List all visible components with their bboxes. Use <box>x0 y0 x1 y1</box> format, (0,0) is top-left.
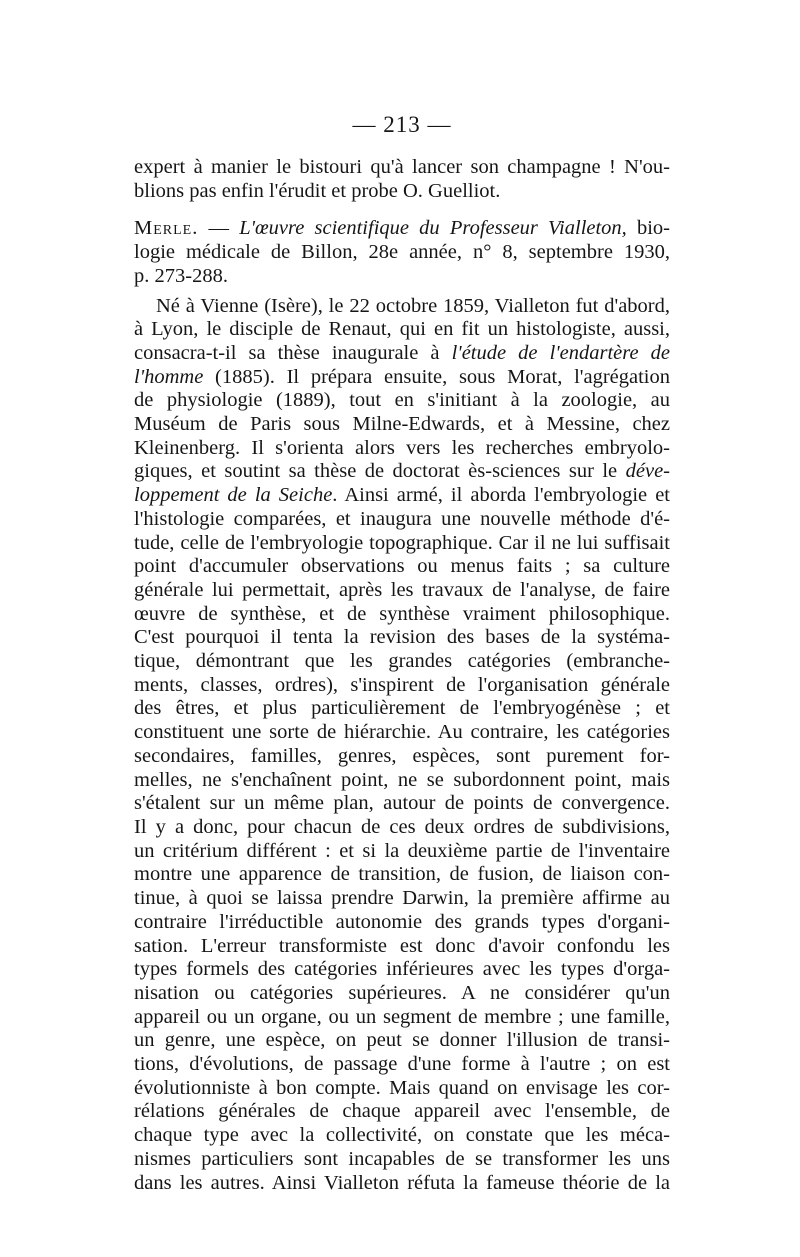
text-line: de physiologie (1889), tout en s'initiant à la zoologie, au <box>134 389 670 412</box>
text-line: chaque type avec la collectivité, on constate que les méca- <box>134 1124 670 1147</box>
text-line: des êtres, et plus particulièrement de l'embryogénèse ; et <box>134 697 670 720</box>
text-segment: giques, et soutint sa thèse de doctorat ès-sciences sur le <box>134 460 618 483</box>
italic-title: l'étude de l'endartère de <box>451 341 670 364</box>
paragraph-intro <box>134 156 670 203</box>
text-line: blions pas enfin l'érudit et probe O. Guelliot. <box>134 179 501 202</box>
text-line <box>134 484 670 508</box>
page-body <box>134 112 670 1195</box>
text-segment: (1885). Il prépara ensuite, sous Morat, l'agrégation <box>215 365 671 388</box>
italic-title: déve- <box>625 460 670 483</box>
text-line: s'étalent sur un même plan, autour de points de convergence. <box>134 792 670 815</box>
text-line: à Lyon, le disciple de Renaut, qui en fit un histologiste, aussi, <box>134 318 670 341</box>
text-line: évolutionniste à bon compte. Mais quand on envisage les cor- <box>134 1076 670 1099</box>
text-line: nismes particuliers sont incapables de se transformer les uns <box>134 1147 670 1170</box>
reference-text: bio- <box>626 217 670 240</box>
text-line: secondaires, familles, genres, espèces, sont purement for- <box>134 744 670 767</box>
text-line: tude, celle de l'embryologie topographique. Car il ne lui suffisait <box>134 531 670 554</box>
page-number: — 213 — <box>352 112 452 137</box>
text-line: contraire l'irréductible autonomie des grands types d'organi- <box>134 910 670 933</box>
text-line: Il y a donc, pour chacun de ces deux ordres de subdivisions, <box>134 815 670 838</box>
reference-dash: — <box>198 217 240 240</box>
reference-title: L'œuvre scientifique du Professeur Vialleton, <box>239 217 627 240</box>
italic-title: l'homme <box>134 365 204 388</box>
text-line: Kleinenberg. Il s'orienta alors vers les recherches embryolo- <box>134 436 670 459</box>
italic-title: loppement de la Seiche <box>134 484 333 507</box>
text-line: nisation ou catégories supérieures. A ne considérer qu'un <box>134 981 670 1004</box>
reference-line: p. 273-288. <box>134 264 228 287</box>
text-line: générale lui permettait, après les travaux de l'analyse, de faire <box>134 578 670 601</box>
text-line <box>134 366 670 390</box>
reference-line <box>134 217 670 241</box>
text-line: un genre, une espèce, on peut se donner l'illusion de transi- <box>134 1029 670 1052</box>
text-line: œuvre de synthèse, et de synthèse vraiment philosophique. <box>134 602 670 625</box>
text-line: ments, classes, ordres), s'inspirent de l'organisation générale <box>134 673 670 696</box>
reference-line: logie médicale de Billon, 28e année, n° 8, septembre 1930, <box>134 241 670 264</box>
text-line: expert à manier le bistouri qu'à lancer son champagne ! N'ou- <box>134 156 670 178</box>
text-line: constituent une sorte de hiérarchie. Au contraire, les catégories <box>134 721 670 744</box>
text-line: sation. L'erreur transformiste est donc d'avoir confondu les <box>134 934 670 957</box>
reference-author: Merle. <box>134 217 199 240</box>
text-line: point d'accumuler observations ou menus faits ; sa culture <box>134 555 670 578</box>
text-line: montre une apparence de transition, de fusion, de liaison con- <box>134 863 670 886</box>
bibliographic-reference <box>134 217 670 288</box>
text-line: Né à Vienne (Isère), le 22 octobre 1859, Vialleton fut d'abord, <box>156 294 670 317</box>
text-line: tique, démontrant que les grandes catégories (embranche- <box>134 650 670 673</box>
text-line: rélations générales de chaque appareil avec l'ensemble, de <box>134 1100 670 1123</box>
text-line: melles, ne s'enchaînent point, ne se subordonnent point, mais <box>134 768 670 791</box>
text-line <box>134 342 670 366</box>
text-line: tions, d'évolutions, de passage d'une forme à l'autre ; on est <box>134 1053 670 1076</box>
text-segment: . Ainsi armé, il aborda l'embryologie et <box>332 484 670 507</box>
text-segment: consacra-t-il sa thèse inaugurale à <box>134 341 440 364</box>
text-line: l'histologie comparées, et inaugura une nouvelle méthode d'é- <box>134 507 670 530</box>
text-line: types formels des catégories inférieures avec les types d'orga- <box>134 958 670 981</box>
text-line <box>134 460 670 484</box>
text-line: Muséum de Paris sous Milne-Edwards, et à Messine, chez <box>134 413 670 436</box>
text-line: dans les autres. Ainsi Vialleton réfuta la fameuse théorie de la <box>134 1171 670 1194</box>
text-line: C'est pourquoi il tenta la revision des bases de la systéma- <box>134 626 670 649</box>
text-line: tinue, à quoi se laissa prendre Darwin, la première affirme au <box>134 887 670 910</box>
text-line: appareil ou un organe, ou un segment de membre ; une famille, <box>134 1005 670 1028</box>
paragraph-biography <box>134 295 670 1196</box>
text-line: un critérium différent : et si la deuxième partie de l'inventaire <box>134 839 670 862</box>
